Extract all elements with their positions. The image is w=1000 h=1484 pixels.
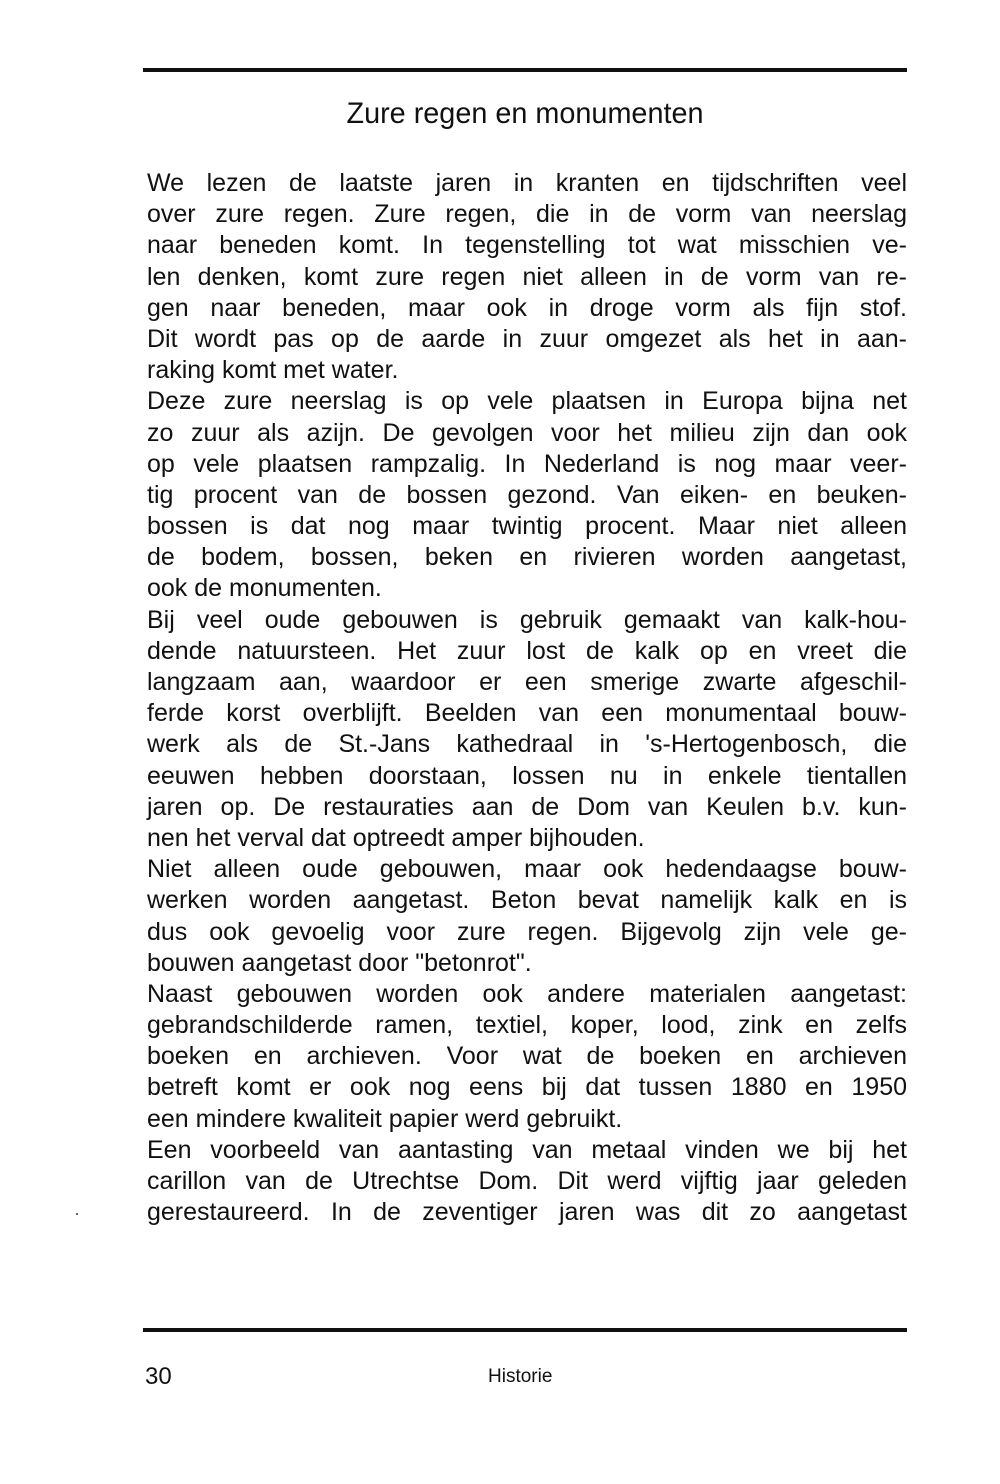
paragraph	[147, 168, 907, 386]
text-line: tig procent van de bossen gezond. Van eiken- en beuken-	[147, 480, 907, 509]
text-line: bouwen aangetast door "betonrot".	[147, 948, 532, 977]
text-line: werk als de St.-Jans kathedraal in 's-Hertogenbosch, die	[147, 730, 907, 759]
paragraph	[147, 386, 907, 604]
text-line: naar beneden komt. In tegenstelling tot wat misschien ve-	[147, 231, 907, 260]
text-line: betreft komt er ook nog eens bij dat tussen 1880 en 1950	[147, 1073, 907, 1102]
text-line: raking komt met water.	[147, 356, 399, 385]
article-title: Zure regen en monumenten	[346, 97, 704, 130]
text-line: Bij veel oude gebouwen is gebruik gemaakt van kalk-hou-	[147, 605, 907, 634]
paragraph	[147, 979, 907, 1135]
page-number: 30	[145, 1363, 172, 1390]
text-line: ferde korst overblijft. Beelden van een monumentaal bouw-	[147, 699, 907, 728]
text-line: Niet alleen oude gebouwen, maar ook hedendaagse bouw-	[147, 855, 907, 884]
text-line: jaren op. De restauraties aan de Dom van Keulen b.v. kun-	[147, 792, 907, 821]
scan-speck	[76, 1213, 78, 1215]
top-rule	[143, 68, 907, 72]
text-line: Naast gebouwen worden ook andere materialen aangetast:	[147, 979, 907, 1008]
text-line: gebrandschilderde ramen, textiel, koper, lood, zink en zelfs	[147, 1011, 907, 1040]
text-line: gen naar beneden, maar ook in droge vorm als fijn stof.	[147, 293, 907, 322]
text-line: nen het verval dat optreedt amper bijhouden.	[147, 823, 645, 852]
text-line: We lezen de laatste jaren in kranten en tijdschriften veel	[147, 169, 907, 197]
text-line: een mindere kwaliteit papier werd gebruikt.	[147, 1104, 623, 1133]
bottom-rule	[143, 1328, 907, 1332]
text-line: langzaam aan, waardoor er een smerige zwarte afgeschil-	[147, 668, 907, 696]
text-line: carillon van de Utrechtse Dom. Dit werd vijftig jaar geleden	[147, 1167, 907, 1195]
text-line: dus ook gevoelig voor zure regen. Bijgevolg zijn vele ge-	[147, 917, 907, 946]
paragraph	[147, 854, 907, 979]
text-line: Deze zure neerslag is op vele plaatsen in Europa bijna net	[147, 387, 907, 416]
article-body	[147, 168, 907, 1228]
text-line: bossen is dat nog maar twintig procent. Maar niet alleen	[147, 512, 907, 541]
text-line: Dit wordt pas op de aarde in zuur omgezet als het in aan-	[147, 324, 907, 353]
text-line: dende natuursteen. Het zuur lost de kalk op en vreet die	[147, 636, 907, 665]
text-line: Een voorbeeld van aantasting van metaal vinden we bij het	[147, 1135, 907, 1164]
text-line: werken worden aangetast. Beton bevat namelijk kalk en is	[147, 886, 907, 915]
text-line: op vele plaatsen rampzalig. In Nederland is nog maar veer-	[147, 449, 907, 478]
text-line: ook de monumenten.	[147, 574, 382, 603]
paragraph	[147, 1135, 907, 1229]
paragraph	[147, 605, 907, 855]
text-line: de bodem, bossen, beken en rivieren worden aangetast,	[147, 543, 907, 572]
text-line: over zure regen. Zure regen, die in de vorm van neerslag	[147, 200, 907, 229]
text-line: eeuwen hebben doorstaan, lossen nu in enkele tientallen	[147, 761, 907, 790]
section-name: Historie	[488, 1366, 553, 1387]
text-line: gerestaureerd. In de zeventiger jaren was dit zo aangetast	[147, 1198, 907, 1227]
text-line: len denken, komt zure regen niet alleen in de vorm van re-	[147, 262, 907, 291]
text-line: boeken en archieven. Voor wat de boeken en archieven	[147, 1042, 907, 1071]
text-line: zo zuur als azijn. De gevolgen voor het milieu zijn dan ook	[147, 418, 907, 447]
